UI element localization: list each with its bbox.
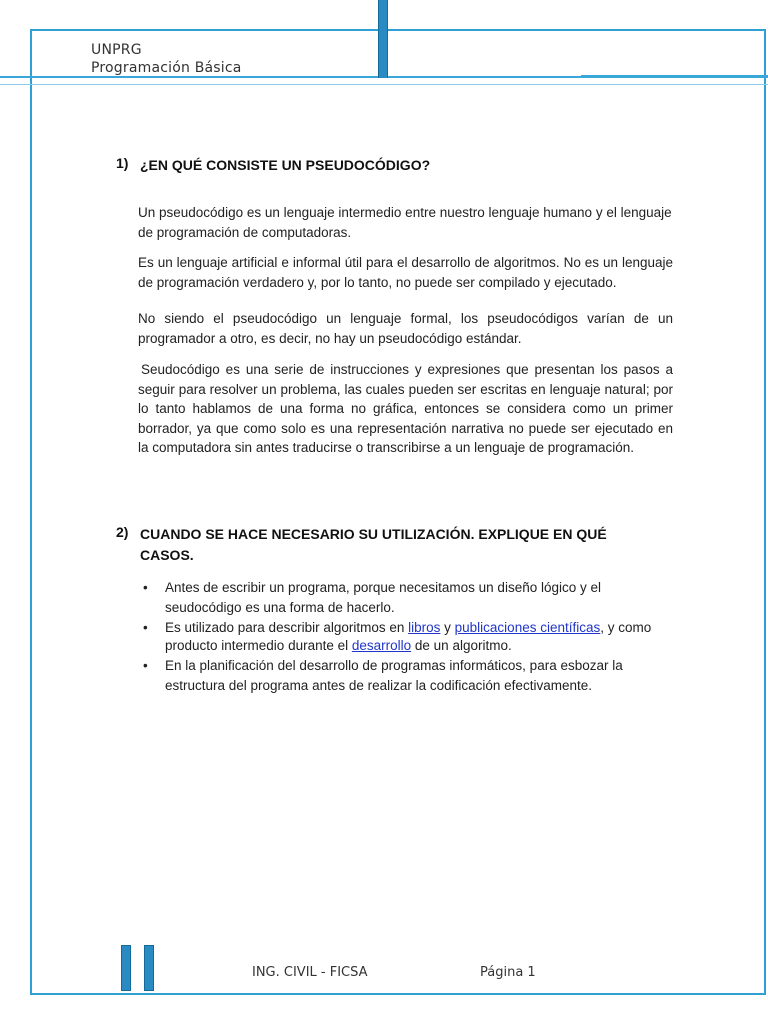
header-rule-thin — [0, 84, 768, 85]
link-publicaciones-cientificas[interactable]: publicaciones científicas — [454, 620, 601, 635]
header-rule-accent — [581, 75, 768, 76]
bullet-2-text-part4: de un algoritmo. — [411, 638, 512, 653]
header-org: UNPRG — [91, 42, 142, 58]
question-1-title: ¿EN QUÉ CONSISTE UN PSEUDOCÓDIGO? — [140, 157, 431, 173]
paragraph-4: Seudocódigo es una serie de instrucciones y expresiones que presentan los pasos a seguir para resolver un problema, las cuales pueden ser escritas en lenguaje natural; por lo tanto hablamos de una forma no gráfica, entonces se considera como un primer borrador, ya que como solo es una representación narrativa no puede ser ejecutado en la computadora sin antes traducirse o transcribirse a un lenguaje de programación. — [138, 362, 673, 455]
paragraph-1: Un pseudocódigo es un lenguaje intermedio entre nuestro lenguaje humano y el lenguaje de programación de computadoras. — [138, 205, 672, 240]
bullet-icon: • — [143, 620, 148, 635]
bullet-1-text: Antes de escribir un programa, porque necesitamos un diseño lógico y el seudocódigo es una forma de hacerlo. — [165, 580, 601, 615]
footer-accent-bar-1 — [121, 945, 131, 991]
paragraph-3: No siendo el pseudocódigo un lenguaje formal, los pseudocódigos varían de un programador a otro, es decir, no hay un pseudocódigo estándar. — [138, 311, 673, 346]
list-item — [143, 656, 675, 695]
bullet-2-text-part2: y — [440, 620, 455, 635]
bullet-3-text: En la planificación del desarrollo de programas informáticos, para esbozar la estructura del programa antes de realizar la codificación efectivamente. — [165, 658, 623, 693]
list-item — [143, 619, 675, 655]
paragraph-2: Es un lenguaje artificial e informal útil para el desarrollo de algoritmos. No es un lenguaje de programación verdadero y, por lo tanto, no puede ser compilado y ejecutado. — [138, 255, 673, 290]
question-2-number: 2) — [116, 524, 129, 540]
list-item — [143, 578, 675, 617]
bullet-2-text-part3: , y como producto intermedio durante el — [165, 620, 652, 653]
bullet-icon: • — [143, 580, 148, 595]
footer-accent-bar-2 — [144, 945, 154, 991]
usage-list — [143, 578, 675, 695]
bullet-2-text-part1: Es utilizado para describir algoritmos en — [165, 620, 409, 635]
question-2-title-line2: CASOS. — [140, 547, 194, 563]
link-desarrollo[interactable]: desarrollo — [351, 638, 412, 653]
footer-label: ING. CIVIL - FICSA — [252, 965, 368, 980]
question-1-number: 1) — [116, 155, 129, 171]
page-number: Página 1 — [480, 965, 536, 980]
bullet-icon: • — [143, 658, 148, 673]
page-border-right — [764, 29, 766, 995]
question-2-title-line1: CUANDO SE HACE NECESARIO SU UTILIZACIÓN. EXPLIQUE EN QUÉ — [140, 526, 607, 542]
header-accent-bar — [378, 0, 388, 78]
link-libros[interactable]: libros — [408, 620, 441, 635]
header-course: Programación Básica — [91, 60, 242, 76]
